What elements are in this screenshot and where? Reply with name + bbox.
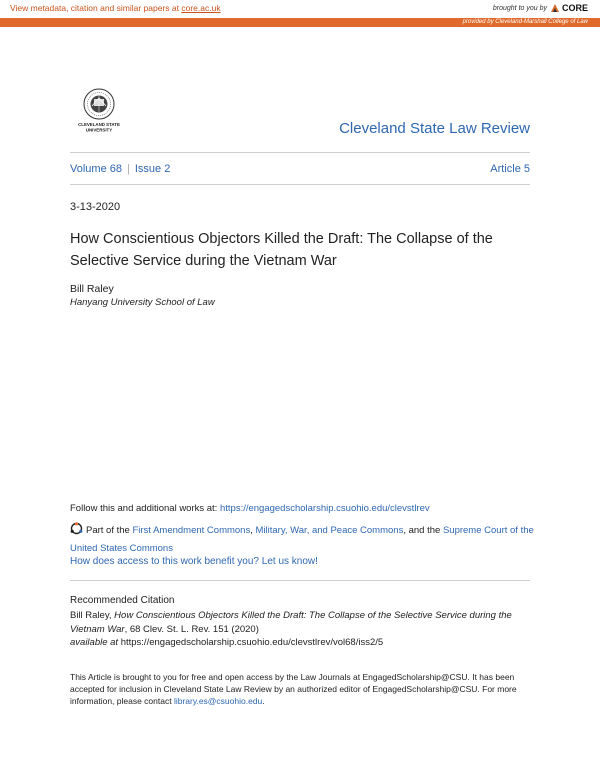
banner-top-row [0, 0, 600, 18]
part-of-sep-1: , [250, 525, 256, 536]
network-icon [70, 522, 83, 535]
part-of-text: Part of the [86, 525, 133, 536]
military-war-peace-link[interactable]: Military, War, and Peace Commons [255, 525, 404, 536]
citation-available-label: available at [70, 637, 119, 648]
journal-title[interactable]: Cleveland State Law Review [339, 120, 530, 137]
follow-text: Follow this and additional works at: [70, 503, 220, 514]
core-logo-icon [550, 3, 560, 13]
citation-author: Bill Raley, [70, 610, 115, 621]
publication-date: 3-13-2020 [70, 201, 121, 213]
citation-text [70, 609, 535, 650]
paper-title: How Conscientious Objectors Killed the Draft: The Collapse of the Selective Service during the Vietnam War [70, 231, 493, 269]
follow-url-link[interactable]: https://engagedscholarship.csuohio.edu/clevstlrev [219, 503, 430, 514]
citation-url[interactable]: https://engagedscholarship.csuohio.edu/clevstlrev/vol68/iss2/5 [118, 637, 384, 648]
supreme-court-link[interactable]: Supreme Court of the United States Commons [70, 525, 534, 554]
volume-separator: | [126, 163, 130, 175]
seal-line-1: CLEVELAND STATE [78, 122, 120, 127]
citation-title: How Conscientious Objectors Killed the Draft: The Collapse of the Selective Service during the Vietnam War [70, 610, 512, 635]
core-ac-uk-link[interactable]: core.ac.uk [181, 3, 221, 13]
article-link[interactable]: Article 5 [490, 163, 530, 175]
issue-link[interactable]: Issue 2 [134, 163, 171, 175]
university-seal-icon [74, 86, 124, 134]
part-of-block [70, 522, 535, 558]
volume-link[interactable]: Volume 68 [70, 163, 122, 175]
part-of-sep-2: , and the [403, 525, 443, 536]
follow-line [70, 503, 430, 514]
notice-end: . [262, 696, 265, 706]
provided-by-bar [0, 18, 600, 27]
divider-top [70, 152, 530, 153]
core-label: CORE [561, 3, 588, 13]
access-notice [70, 671, 540, 707]
metadata-link[interactable] [10, 3, 221, 13]
brought-by-text: brought to you by [492, 4, 547, 12]
author-affiliation: Hanyang University School of Law [70, 297, 215, 308]
divider-volume [70, 184, 530, 185]
citation-source: , 68 Clev. St. L. Rev. 151 (2020) [124, 623, 259, 635]
volume-row [70, 163, 530, 175]
brought-to-you [493, 3, 588, 13]
divider-citation [70, 580, 530, 581]
first-amendment-link[interactable]: First Amendment Commons [132, 525, 251, 536]
core-banner [0, 0, 600, 27]
provided-by-text[interactable]: provided by Cleveland-Marshall College of Law [462, 18, 588, 25]
metadata-text: View metadata, citation and similar papers at [10, 3, 182, 13]
core-logo[interactable] [550, 3, 588, 13]
seal-line-2: UNIVERSITY [85, 127, 113, 133]
notice-text: This Article is brought to you for free and open access by the Law Journals at EngagedScholarship@CSU. It has been accepted for inclusion in Cleveland State Law Review by an authorized editor of EngagedScholarship@CSU. For more information, please contact [70, 672, 517, 706]
author-name: Bill Raley [70, 283, 114, 295]
citation-heading: Recommended Citation [70, 595, 175, 606]
access-feedback-link[interactable]: How does access to this work benefit you? Let us know! [70, 556, 318, 567]
contact-email-link[interactable]: library.es@csuohio.edu [173, 696, 263, 706]
